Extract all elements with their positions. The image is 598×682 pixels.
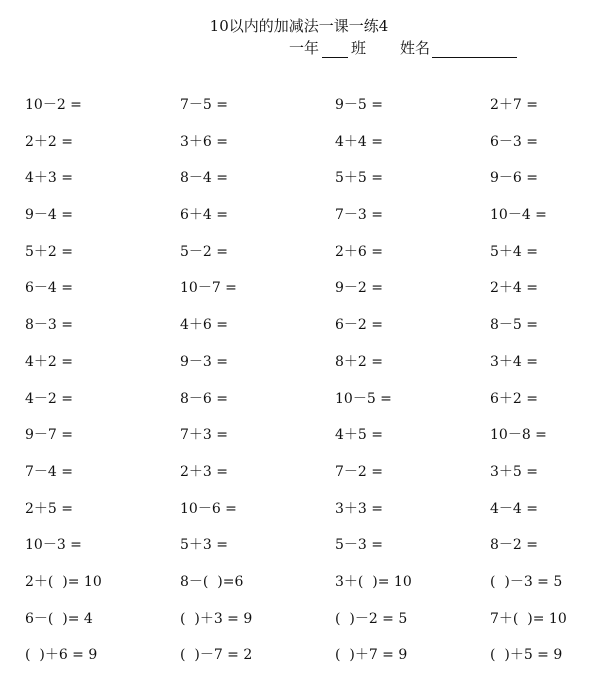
math-problem: 10－6 = xyxy=(180,500,237,517)
math-problem: 9－7 = xyxy=(25,427,73,444)
math-problem: 4＋4 = xyxy=(335,133,383,150)
math-problem: 2＋2 = xyxy=(25,133,73,150)
math-problem: 10－3 = xyxy=(25,537,82,554)
math-problem: ( )－3 = 5 xyxy=(490,573,563,590)
math-problem: 4＋6 = xyxy=(180,317,228,334)
math-problem: 3＋6 = xyxy=(180,133,228,150)
math-problem: 7－5 = xyxy=(180,97,228,113)
math-problem: 10－8 = xyxy=(490,427,547,444)
math-problem: 8－( )=6 xyxy=(180,573,244,590)
problem-grid xyxy=(25,95,598,682)
math-problem: 9－3 = xyxy=(180,353,228,370)
math-problem: 2＋6 = xyxy=(335,243,383,260)
math-problem: 10－4 = xyxy=(490,207,547,224)
math-problem: 6－( )= 4 xyxy=(25,610,93,627)
worksheet-title-text: 10以内的加减法一课一练4 xyxy=(209,17,389,35)
math-problem: 8－4 = xyxy=(180,170,228,187)
math-problem: 5＋3 = xyxy=(180,537,228,554)
math-problem: 4－2 = xyxy=(25,390,73,407)
math-problem: 2＋( )= 10 xyxy=(25,573,102,590)
math-problem: 3＋5 = xyxy=(490,463,538,480)
math-problem: 7－2 = xyxy=(335,463,383,480)
math-problem: 9－4 = xyxy=(25,207,73,224)
student-info-line xyxy=(289,37,517,58)
math-problem: 7＋( )= 10 xyxy=(490,610,567,627)
math-problem: 2＋4 = xyxy=(490,280,538,297)
math-problem: 2＋5 = xyxy=(25,500,73,517)
math-problem: 5＋5 = xyxy=(335,170,383,187)
math-problem: 2＋7 = xyxy=(490,97,538,113)
name-label: 姓名 xyxy=(400,39,431,57)
math-problem: 4＋5 = xyxy=(335,427,383,444)
math-problem: 8－5 = xyxy=(490,317,538,334)
math-problem: 4＋3 = xyxy=(25,170,73,187)
math-problem: 9－6 = xyxy=(490,170,538,187)
math-problem: ( )－2 = 5 xyxy=(335,610,408,627)
math-problem: 10－7 = xyxy=(180,280,237,297)
name-blank xyxy=(432,43,517,58)
math-problem: 8＋2 = xyxy=(335,353,383,370)
math-problem: 8－6 = xyxy=(180,390,228,407)
math-problem: 4＋2 = xyxy=(25,353,73,370)
math-problem: 10－2 = xyxy=(25,97,82,113)
math-problem: 3＋( )= 10 xyxy=(335,573,412,590)
math-problem: 6＋4 = xyxy=(180,207,228,224)
math-problem: 8－3 = xyxy=(25,317,73,334)
math-problem: 6＋2 = xyxy=(490,390,538,407)
class-label: 班 xyxy=(351,39,367,57)
math-problem: 3＋4 = xyxy=(490,353,538,370)
math-problem: 6－3 = xyxy=(490,133,538,150)
math-problem: 7－4 = xyxy=(25,463,73,480)
math-problem: 7＋3 = xyxy=(180,427,228,444)
math-problem: 9－2 = xyxy=(335,280,383,297)
math-problem: 4－4 = xyxy=(490,500,538,517)
grade-label: 一年 xyxy=(289,39,320,57)
worksheet-title xyxy=(0,15,598,36)
math-problem: 5＋2 = xyxy=(25,243,73,260)
math-problem: 5－2 = xyxy=(180,243,228,260)
class-number-blank xyxy=(322,43,348,58)
math-problem: ( )＋3 = 9 xyxy=(180,610,253,627)
math-problem: ( )－7 = 2 xyxy=(180,647,253,664)
math-problem: 3＋3 = xyxy=(335,500,383,517)
math-problem: ( )＋7 = 9 xyxy=(335,647,408,664)
math-problem: 9－5 = xyxy=(335,97,383,113)
math-problem: 2＋3 = xyxy=(180,463,228,480)
math-problem: 5－3 = xyxy=(335,537,383,554)
math-problem: 8－2 = xyxy=(490,537,538,554)
math-problem: 5＋4 = xyxy=(490,243,538,260)
math-problem: 10－5 = xyxy=(335,390,392,407)
math-problem: 6－2 = xyxy=(335,317,383,334)
math-problem: 7－3 = xyxy=(335,207,383,224)
math-problem: 6－4 = xyxy=(25,280,73,297)
math-problem: ( )＋6 = 9 xyxy=(25,647,98,664)
math-problem: ( )＋5 = 9 xyxy=(490,647,563,664)
